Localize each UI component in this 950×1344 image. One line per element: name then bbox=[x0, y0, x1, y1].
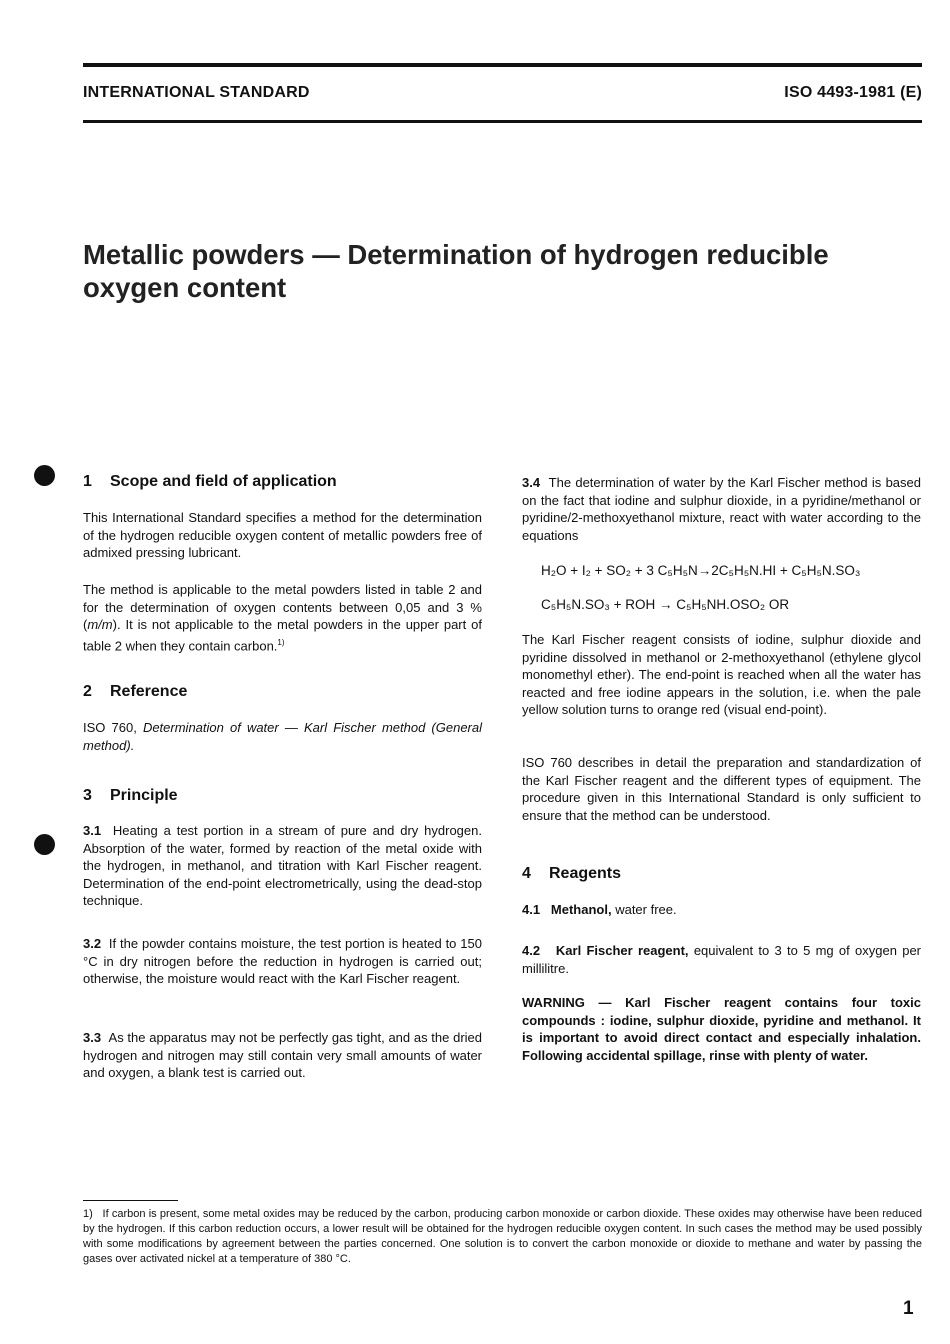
text-italic: m/m bbox=[87, 617, 113, 632]
clause-3-1 bbox=[83, 822, 482, 910]
section-3-heading bbox=[83, 787, 482, 805]
header-standard-number: ISO 4493-1981 (E) bbox=[784, 84, 922, 101]
footnote bbox=[83, 1207, 922, 1267]
section-number: 1 bbox=[83, 473, 92, 490]
text: As the apparatus may not be perfectly gas tight, and as the dried hydrogen and nitrogen may still contain very small amounts of water and oxygen, a blank test is carried out. bbox=[83, 1030, 482, 1080]
text: Heating a test portion in a stream of pure and dry hydrogen. Absorption of the water, formed by reaction of the metal oxide with the hydrogen, in methanol, and titration with Karl Fischer reagent. Determination of the end-point electrometrically, using the dead-stop technique. bbox=[83, 823, 482, 908]
section-4-heading bbox=[522, 865, 921, 883]
clause-number: 3.3 bbox=[83, 1030, 102, 1045]
text: The determination of water by the Karl Fischer method is based on the fact that iodine and sulphur dioxide, in a pyridine/methanol or pyridine/2-methoxyethanol mixture, react with water according to the equations bbox=[522, 475, 921, 543]
scope-paragraph-2 bbox=[83, 581, 482, 654]
equation-2: C₅H₅N.SO₃ + ROH → C₅H₅NH.OSO₂ OR bbox=[541, 597, 790, 612]
text: ). It is not applicable to the metal powders in the upper part of table 2 when they contain carbon. bbox=[83, 617, 482, 653]
clause-3-4 bbox=[522, 474, 921, 544]
reagent-paragraph: The Karl Fischer reagent consists of iodine, sulphur dioxide and pyridine dissolved in methanol or 2-methoxyethanol (ethylene glycol monomethyl ether). The end-point is reached when all the water has reacted and free iodine appears in the solution, i.e. when the pale yellow solution turns to orange red (visual end-point). bbox=[522, 632, 921, 717]
document-title bbox=[83, 238, 923, 304]
section-2-heading bbox=[83, 683, 482, 701]
punch-hole-bottom bbox=[34, 834, 55, 855]
footnote-ref[interactable]: 1) bbox=[277, 637, 285, 647]
section-number: 3 bbox=[83, 787, 92, 804]
section-title: Reagents bbox=[549, 865, 622, 882]
footnote-text: If carbon is present, some metal oxides may be reduced by the carbon, producing carbon monoxide or carbon dioxide. These oxides may otherwise have been reduced by the hydrogen. If this carbon reduction occurs, a lower result will be obtained for the hydrogen reducible oxygen content. In such cases the method may be used possibly with some modifications by agreement between the parties concerned. One solution is to convert the carbon monoxide or dioxide to methane and water by passing the gases over activated nickel at a temperature of 380 °C. bbox=[83, 1208, 922, 1265]
clause-number: 3.4 bbox=[522, 475, 541, 490]
header-bottom-rule bbox=[83, 120, 922, 123]
title-line-1: Metallic powders — Determination of hydrogen reducible bbox=[83, 239, 829, 270]
section-1-heading bbox=[83, 473, 482, 491]
section-number: 4 bbox=[522, 865, 531, 882]
section-title: Principle bbox=[110, 787, 178, 804]
header-top-rule bbox=[83, 63, 922, 67]
clause-number: 4.2 bbox=[522, 943, 541, 958]
clause-4-1 bbox=[522, 901, 921, 919]
text-bold: Karl Fischer reagent, bbox=[555, 943, 689, 958]
text: ISO 760, bbox=[83, 720, 143, 735]
footnote-rule bbox=[83, 1200, 178, 1201]
equation-1: H₂O + I₂ + SO₂ + 3 C₅H₅N→2C₅H₅N.HI + C₅H₅N.SO₃ bbox=[541, 563, 861, 578]
clause-3-3 bbox=[83, 1029, 482, 1082]
text: water free. bbox=[611, 902, 677, 917]
section-number: 2 bbox=[83, 683, 92, 700]
header-standard-label: INTERNATIONAL STANDARD bbox=[83, 84, 310, 101]
text-italic: Determination of water — Karl Fischer method (General method). bbox=[83, 720, 483, 753]
text: The method is applicable to the metal powders listed in table 2 and for the determination of oxygen contents between 0,05 and 3 % ( bbox=[83, 582, 482, 632]
section-title: Scope and field of application bbox=[110, 473, 337, 490]
punch-hole-top bbox=[34, 465, 55, 486]
text: equivalent to 3 to 5 mg of oxygen per millilitre. bbox=[522, 943, 922, 976]
text: If the powder contains moisture, the test portion is heated to 150 °C in dry nitrogen before the reduction in hydrogen is carried out; otherwise, the moisture would react with the Karl Fischer reagent. bbox=[83, 936, 482, 986]
clause-number: 4.1 bbox=[522, 902, 541, 917]
text-bold: Methanol, bbox=[550, 902, 612, 917]
footnote-number: 1) bbox=[83, 1208, 93, 1220]
clause-number: 3.2 bbox=[83, 936, 102, 951]
section-title: Reference bbox=[110, 683, 188, 700]
clause-4-2 bbox=[522, 942, 921, 977]
clause-number: 3.1 bbox=[83, 823, 102, 838]
reference-paragraph bbox=[83, 719, 482, 754]
title-line-2: oxygen content bbox=[83, 272, 287, 303]
clause-3-2 bbox=[83, 935, 482, 988]
page-number: 1 bbox=[903, 1298, 914, 1319]
iso760-paragraph: ISO 760 describes in detail the preparation and standardization of the Karl Fischer reagent and the different types of equipment. The procedure given in this International Standard is only sufficient to ensure that the method can be understood. bbox=[522, 755, 921, 823]
warning-paragraph: WARNING — Karl Fischer reagent contains four toxic compounds : iodine, sulphur dioxide, pyridine and methanol. It is important to avoid direct contact and especially inhalation. Following accidental spillage, rinse with plenty of water. bbox=[522, 995, 921, 1063]
scope-paragraph-1: This International Standard specifies a method for the determination of the hydrogen reducible oxygen content of metallic powders free of admixed pressing lubricant. bbox=[83, 510, 482, 560]
